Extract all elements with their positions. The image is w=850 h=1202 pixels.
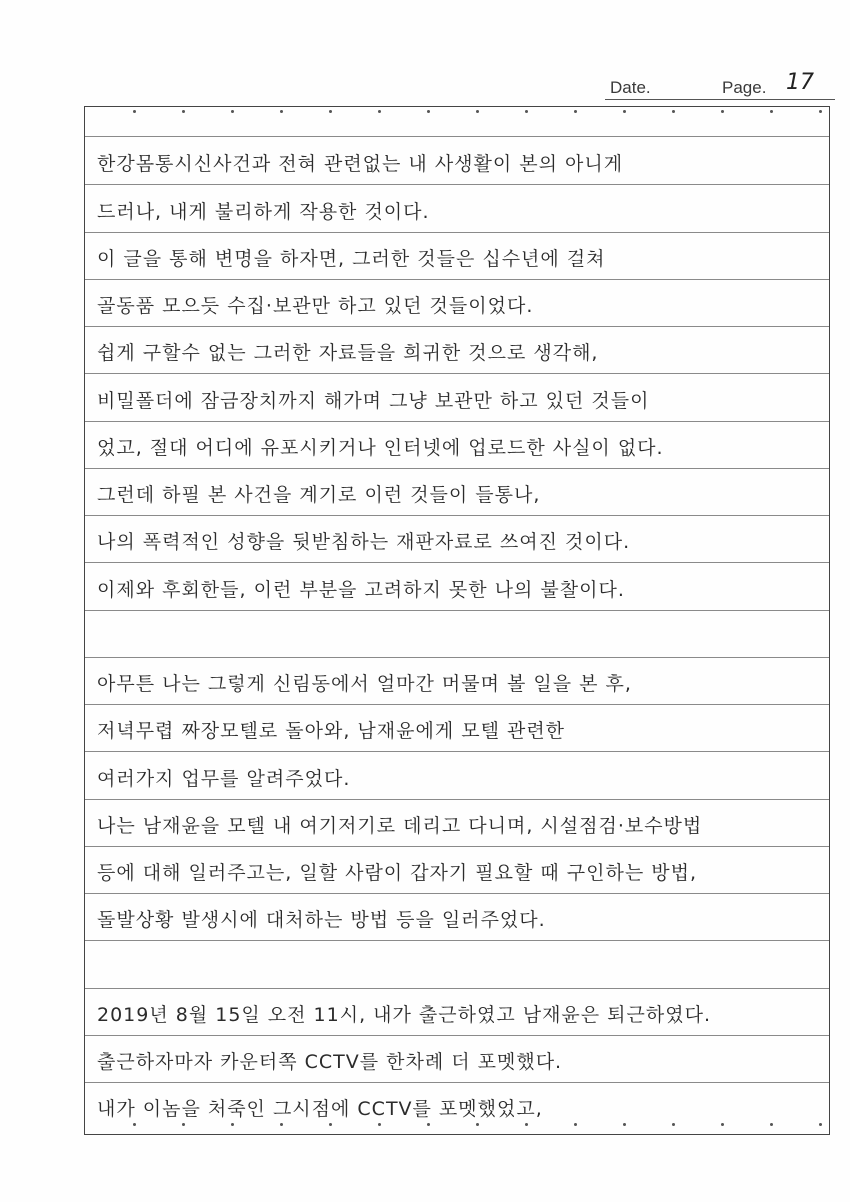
margin-dot bbox=[623, 110, 626, 113]
margin-dot bbox=[427, 1123, 430, 1126]
margin-dot bbox=[721, 1123, 724, 1126]
line-20: 출근하자마자 카운터쪽 CCTV를 한차례 더 포멧했다. bbox=[97, 1051, 563, 1073]
margin-dot bbox=[427, 110, 430, 113]
header-page-number: 17 bbox=[786, 70, 814, 95]
margin-dot bbox=[378, 1123, 381, 1126]
margin-dot bbox=[182, 1123, 185, 1126]
margin-dot bbox=[721, 110, 724, 113]
margin-dot bbox=[525, 1123, 528, 1126]
margin-dot bbox=[476, 1123, 479, 1126]
line-1: 한강몸통시신사건과 전혀 관련없는 내 사생활이 본의 아니게 bbox=[97, 153, 624, 175]
line-8: 그런데 하필 본 사건을 계기로 이런 것들이 들통나, bbox=[97, 484, 541, 506]
margin-dot bbox=[378, 110, 381, 113]
line-9: 나의 폭력적인 성향을 뒷받침하는 재판자료로 쓰여진 것이다. bbox=[97, 531, 631, 553]
header-underline bbox=[605, 99, 835, 100]
line-19: 2019년 8월 15일 오전 11시, 내가 출근하였고 남재윤은 퇴근하였다. bbox=[97, 1004, 711, 1026]
line-21: 내가 이놈을 처죽인 그시점에 CCTV를 포멧했었고, bbox=[97, 1098, 543, 1120]
margin-dot bbox=[280, 110, 283, 113]
line-12: 아무튼 나는 그렇게 신림동에서 얼마간 머물며 볼 일을 본 후, bbox=[97, 673, 632, 695]
margin-dot bbox=[133, 1123, 136, 1126]
margin-dot bbox=[819, 110, 822, 113]
margin-dot bbox=[476, 110, 479, 113]
margin-dot bbox=[525, 110, 528, 113]
margin-dot bbox=[672, 1123, 675, 1126]
line-15: 나는 남재윤을 모텔 내 여기저기로 데리고 다니며, 시설점검·보수방법 bbox=[97, 815, 703, 837]
margin-dot bbox=[231, 110, 234, 113]
margin-dot bbox=[133, 110, 136, 113]
margin-dot bbox=[770, 110, 773, 113]
margin-dot bbox=[329, 1123, 332, 1126]
line-3: 이 글을 통해 변명을 하자면, 그러한 것들은 십수년에 걸쳐 bbox=[97, 248, 606, 270]
margin-dot bbox=[770, 1123, 773, 1126]
lined-sheet bbox=[84, 106, 830, 1135]
margin-dot bbox=[819, 1123, 822, 1126]
line-6: 비밀폴더에 잠금장치까지 해가며 그냥 보관만 하고 있던 것들이 bbox=[97, 390, 650, 412]
margin-dot bbox=[672, 110, 675, 113]
margin-dot bbox=[182, 110, 185, 113]
margin-dot bbox=[574, 110, 577, 113]
line-4: 골동품 모으듯 수집·보관만 하고 있던 것들이었다. bbox=[97, 295, 534, 317]
top-dot-row bbox=[85, 109, 829, 115]
margin-dot bbox=[574, 1123, 577, 1126]
line-10: 이제와 후회한들, 이런 부분을 고려하지 못한 나의 불찰이다. bbox=[97, 579, 625, 601]
line-2: 드러나, 내게 불리하게 작용한 것이다. bbox=[97, 201, 430, 223]
header-date-label: Date. bbox=[610, 78, 651, 97]
line-5: 쉽게 구할수 없는 그러한 자료들을 희귀한 것으로 생각해, bbox=[97, 342, 599, 364]
margin-dot bbox=[329, 110, 332, 113]
line-16: 등에 대해 일러주고는, 일할 사람이 갑자기 필요할 때 구인하는 방법, bbox=[97, 862, 697, 884]
margin-dot bbox=[623, 1123, 626, 1126]
top-rule bbox=[85, 136, 829, 137]
line-7: 었고, 절대 어디에 유포시키거나 인터넷에 업로드한 사실이 없다. bbox=[97, 437, 664, 459]
line-13: 저녁무렵 짜장모텔로 돌아와, 남재윤에게 모텔 관련한 bbox=[97, 720, 566, 742]
header-page-label: Page. bbox=[722, 78, 767, 97]
line-14: 여러가지 업무를 알려주었다. bbox=[97, 768, 351, 790]
margin-dot bbox=[231, 1123, 234, 1126]
margin-dot bbox=[280, 1123, 283, 1126]
line-17: 돌발상황 발생시에 대처하는 방법 등을 일러주었다. bbox=[97, 909, 546, 931]
bottom-dot-row bbox=[85, 1122, 829, 1128]
